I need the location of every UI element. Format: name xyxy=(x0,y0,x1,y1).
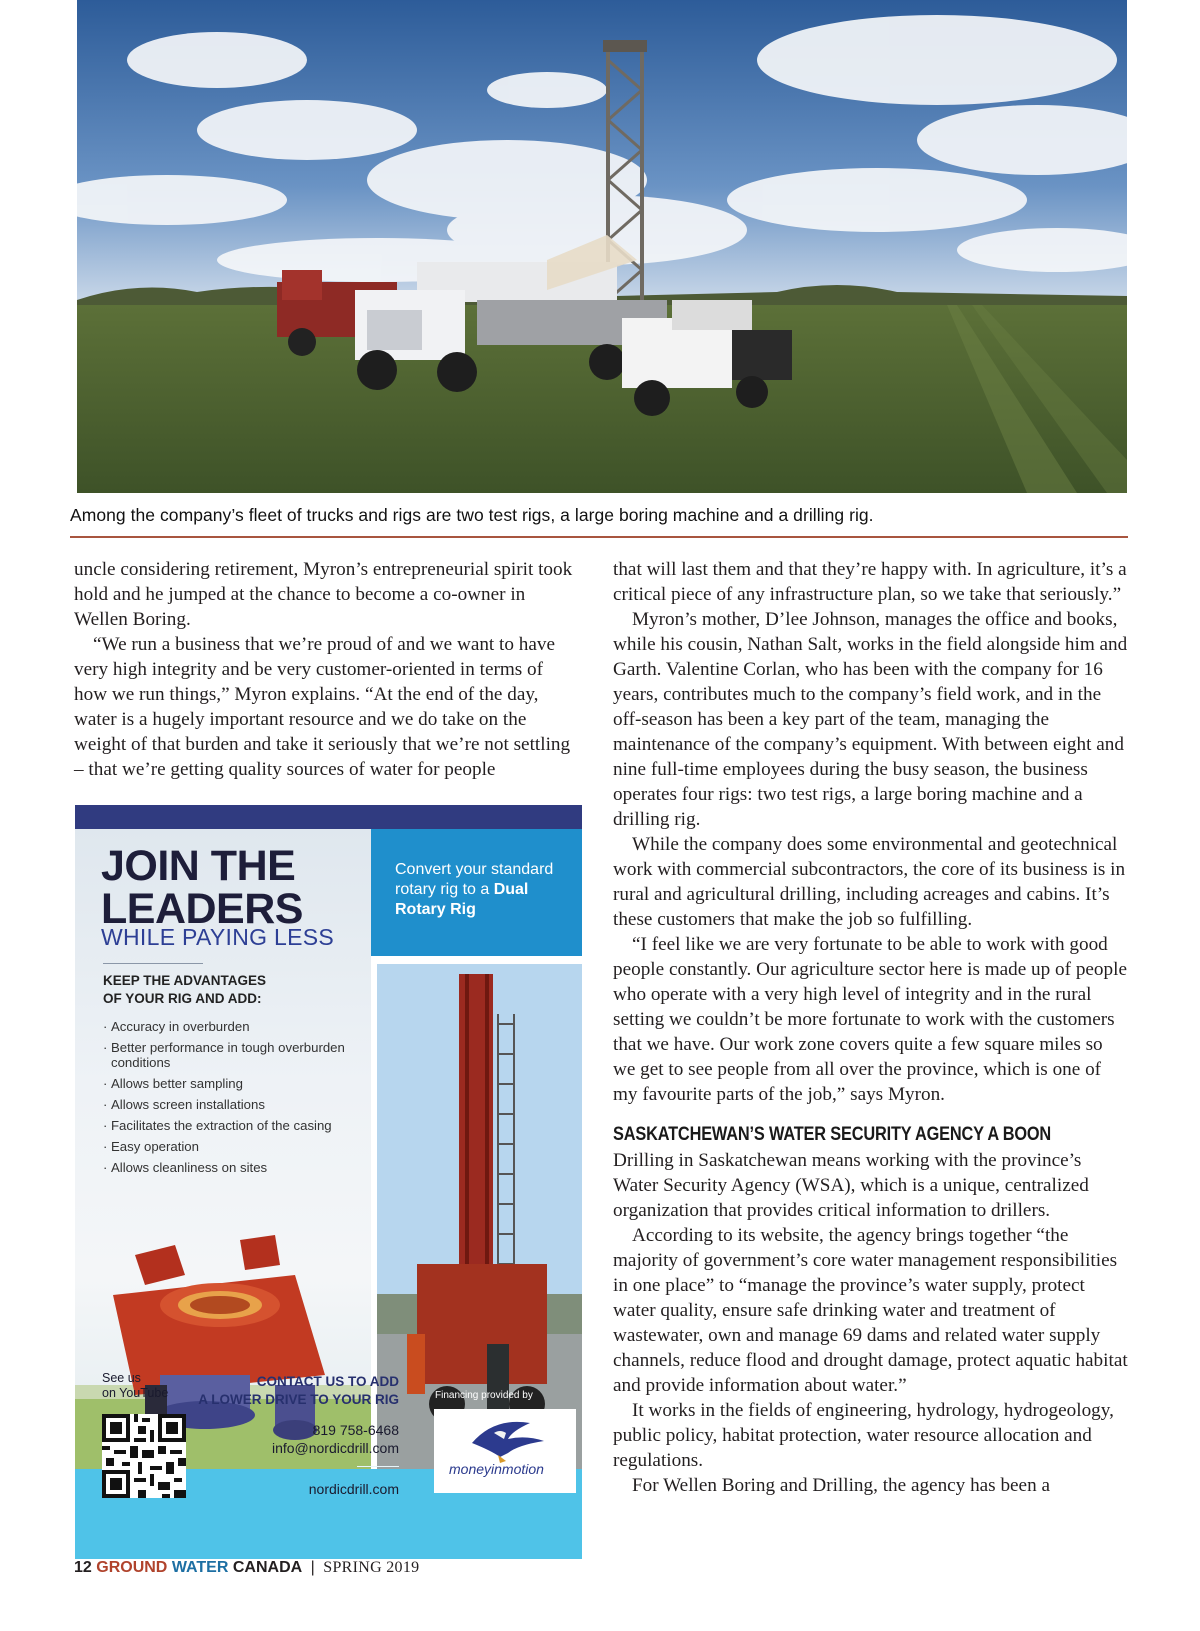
nordic-drill-advertisement[interactable] xyxy=(75,805,582,1559)
ad-benefit-item: · Better performance in tough overburden conditions xyxy=(103,1040,363,1070)
ad-contact-divider xyxy=(357,1466,399,1467)
magazine-name-canada: CANADA xyxy=(232,1559,303,1576)
ad-website-link[interactable]: nordicdrill.com xyxy=(308,1481,399,1497)
section-heading: SASKATCHEWAN’S WATER SECURITY AGENCY A BOON xyxy=(613,1124,1052,1145)
ad-benefit-item: · Easy operation xyxy=(103,1139,363,1154)
ad-top-bar xyxy=(75,805,582,829)
ad-financing-label: Financing provided by xyxy=(435,1390,533,1401)
eagle-logo-icon xyxy=(434,1409,576,1493)
ad-keep-heading-line1: KEEP THE ADVANTAGES xyxy=(103,973,267,988)
ad-contact-heading-line1: CONTACT US TO ADD xyxy=(256,1374,399,1389)
article-right-column xyxy=(613,557,1128,1498)
page-number: 12 xyxy=(74,1559,92,1576)
ad-benefit-item: · Accuracy in overburden xyxy=(103,1019,363,1034)
article-paragraph: Myron’s mother, D’lee Johnson, manages the office and books, while his cousin, Nathan Salt, works in the field alongside him and Garth. Valentine Corlan, who has been with the company for 16 years, contributes much to the company’s field work, and in the off-season has been a key part of the team, managing the maintenance of the company’s equipment. With between eight and nine full-time employees during the busy season, the business operates four rigs: two test rigs, a large boring machine and a drilling rig. xyxy=(613,609,1128,830)
fleet-photo-illustration xyxy=(77,0,1127,493)
issue-label: SPRING 2019 xyxy=(323,1559,420,1576)
article-paragraph: that will last them and that they’re happy with. In agriculture, it’s a critical piece of any infrastructure plan, so we take that seriously.” xyxy=(613,559,1127,605)
ad-benefit-item: · Facilitates the extraction of the casing xyxy=(103,1118,363,1133)
ad-contact-heading-line2: A LOWER DRIVE TO YOUR RIG xyxy=(198,1392,399,1407)
ad-divider xyxy=(103,963,203,964)
ad-promo-prefix: Convert your standard rotary rig to a xyxy=(395,861,554,898)
article-paragraph: “We run a business that we’re proud of and we want to have very high integrity and be very customer-oriented in terms of how we run things,” Myron explains. “At the end of the day, water is a hugely important resource and we do take on the weight of that burden and take it seriously that we’re not settling – that we’re getting quality sources of water for people xyxy=(74,634,571,780)
photo-caption: Among the company’s fleet of trucks and rigs are two test rigs, a large boring machine and a drilling rig. xyxy=(70,505,874,525)
ad-email-link[interactable]: info@nordicdrill.com xyxy=(271,1440,399,1456)
caption-divider xyxy=(70,536,1128,538)
article-paragraph: “I feel like we are very fortunate to be able to work with good people constantly. Our agriculture sector here is made up of people who operate with a very high level of integrity and in the rural setting we couldn’t be more fortunate to work with the customers that we have. Our work zone covers quite a few square miles so we get to see people from all over the province, which is one of my favourite parts of the job,” says Myron. xyxy=(613,934,1127,1105)
article-paragraph: It works in the fields of engineering, hydrology, hydrogeology, public policy, habitat protection, water resource allocation and regulations. xyxy=(613,1400,1114,1471)
article-paragraph: According to its website, the agency brings together “the majority of government’s core water management responsibilities in one place” to “manage the province’s water supply, protect water quality, ensure safe drinking water and treatment of wastewater, own and manage 69 dams and related water supply channels, reduce flood and drought damage, protect aquatic habitat and provide information about water.” xyxy=(613,1225,1128,1396)
article-paragraph: uncle considering retirement, Myron’s entrepreneurial spirit took hold and he jumped at the chance to become a co-owner in Wellen Boring. xyxy=(74,559,573,630)
qr-code-icon[interactable] xyxy=(102,1414,186,1498)
ad-headline-line2: LEADERS xyxy=(101,885,303,933)
footer-separator: | xyxy=(310,1559,315,1576)
ad-keep-heading-line2: OF YOUR RIG AND ADD: xyxy=(103,991,262,1006)
sponsor-logo-box xyxy=(434,1409,576,1493)
page-footer xyxy=(74,1559,419,1577)
ad-benefit-item: · Allows cleanliness on sites xyxy=(103,1160,363,1175)
ad-subheadline: WHILE PAYING LESS xyxy=(101,924,335,950)
article-paragraph: For Wellen Boring and Drilling, the agency has been a xyxy=(632,1475,1050,1496)
ad-promo-text xyxy=(395,860,575,920)
ad-see-us-label: See us xyxy=(102,1371,141,1385)
ad-headline-line1: JOIN THE xyxy=(101,842,296,890)
article-paragraph: Drilling in Saskatchewan means working with the province’s Water Security Agency (WSA), which is a unique, centralized organization that provides critical information to drillers. xyxy=(613,1150,1089,1221)
ad-benefit-list xyxy=(103,1019,363,1181)
magazine-name-water: WATER xyxy=(171,1559,229,1576)
ad-phone-number[interactable]: 819 758-6468 xyxy=(312,1422,399,1438)
article-paragraph: While the company does some environmental and geotechnical work with commercial subcontractors, the core of its business is in rural and agricultural drilling, including acreages and cabins. It’s these customers that make the job so fulfilling. xyxy=(613,834,1126,930)
ad-promo-bold: Dual Rotary Rig xyxy=(395,881,529,918)
ad-youtube-label: on YouTube xyxy=(102,1386,169,1400)
magazine-name-ground: GROUND xyxy=(96,1559,168,1576)
ad-benefit-item: · Allows better sampling xyxy=(103,1076,363,1091)
article-left-column xyxy=(74,557,579,782)
ad-benefit-item: · Allows screen installations xyxy=(103,1097,363,1112)
hero-photo xyxy=(77,0,1127,493)
sponsor-logo-wordmark: moneyinmotion xyxy=(449,1461,544,1477)
